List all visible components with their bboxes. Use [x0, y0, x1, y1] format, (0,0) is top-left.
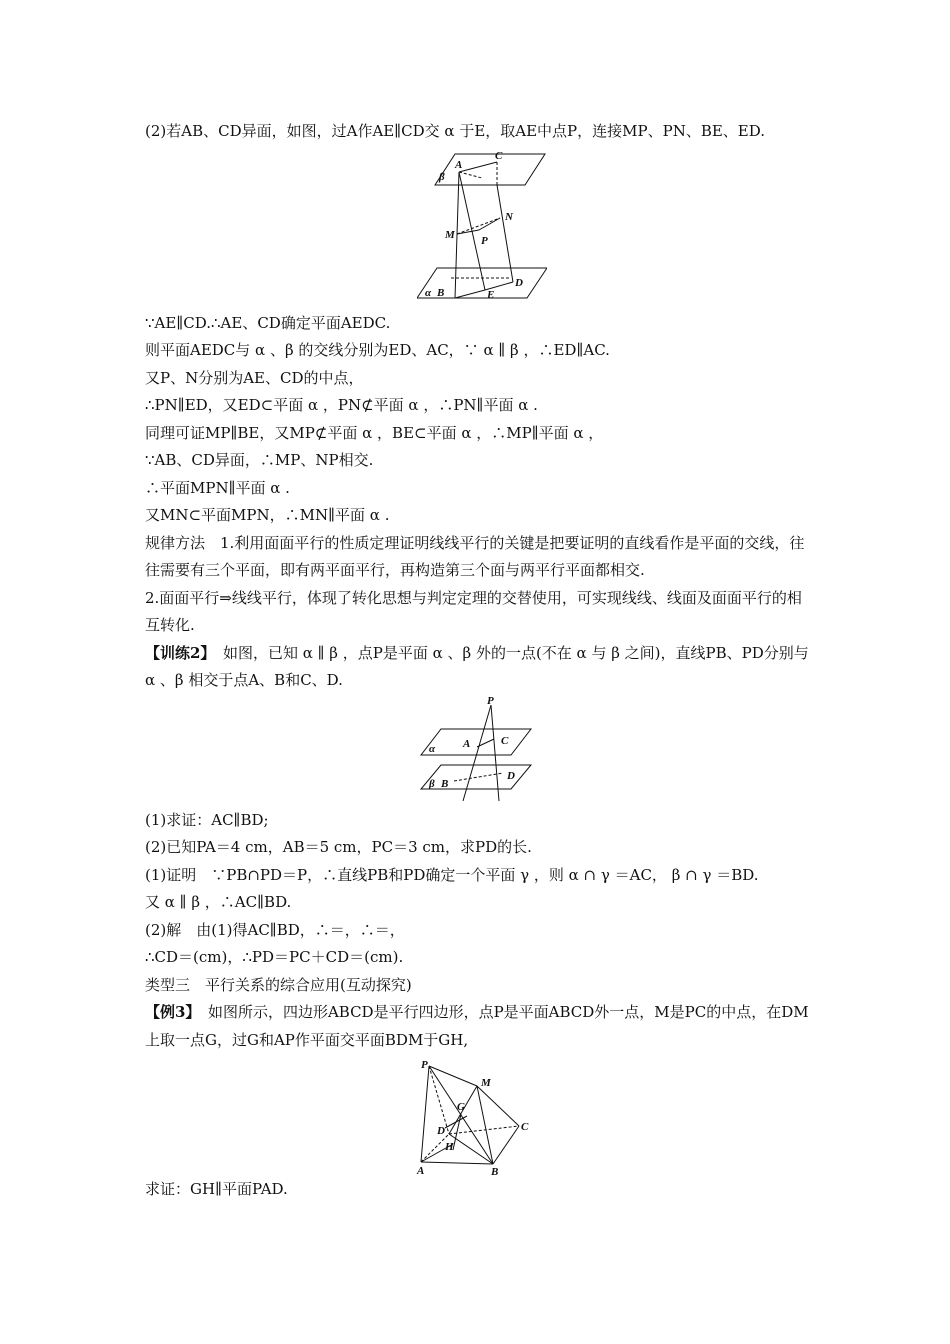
- type3-title: 类型三 平行关系的综合应用(互动探究): [145, 975, 412, 994]
- fig3-label-d: D: [437, 1125, 445, 1137]
- fig1-label-beta: β: [439, 170, 445, 183]
- fig3-label-a: A: [417, 1165, 425, 1176]
- training2-solution-2b: ∴CD＝(cm)，∴PD＝PC＋CD＝(cm).: [145, 948, 404, 966]
- part2-line-4: ∴PN∥ED，又ED⊂平面 α ，PN⊄平面 α ，∴PN∥平面 α .: [145, 396, 538, 414]
- training2-question-1: (1)求证：AC∥BD;: [145, 810, 269, 829]
- fig1-label-alpha: α: [425, 286, 432, 299]
- training2-text: 如图，已知 α ∥ β ，点P是平面 α 、β 外的一点(不在 α 与 β 之间)，直线PB、PD分别与 α 、β 相交于点A、B和C、D.: [145, 643, 809, 689]
- fig3-label-p: P: [421, 1059, 428, 1071]
- fig3-label-g: G: [457, 1101, 465, 1113]
- part2-line-3: 又P、N分别为AE、CD的中点，: [145, 368, 364, 387]
- fig3-label-m: M: [481, 1077, 491, 1089]
- fig3-label-c: C: [521, 1121, 529, 1133]
- training2-proof-1b: 又 α ∥ β ，∴AC∥BD.: [145, 893, 292, 911]
- fig1-label-d: D: [515, 276, 523, 289]
- example3-statement: [145, 999, 815, 1054]
- fig1-label-e: E: [487, 288, 495, 301]
- training2-solution-2: (2)解 由(1)得AC∥BD，∴＝，∴＝，: [145, 920, 405, 939]
- example3-tag: 【例3】: [145, 1003, 193, 1021]
- fig2-label-a: A: [463, 737, 471, 750]
- part2-intro: (2)若AB、CD异面，如图，过A作AE∥CD交 α 于E，取AE中点P，连接MP、PN、BE、ED.: [145, 122, 765, 140]
- method-paragraph-2: 2.面面平行⇒线线平行，体现了转化思想与判定定理的交替使用，可实现线线、线面及面面平行的相互转化.: [145, 588, 802, 634]
- fig1-label-m: M: [445, 228, 455, 241]
- fig2-label-b: B: [441, 777, 449, 790]
- training2-proof-1: (1)证明 ∵PB∩PD＝P，∴直线PB和PD确定一个平面 γ ，则 α ∩ γ ＝AC， β ∩ γ ＝BD.: [145, 865, 759, 884]
- fig1-label-b: B: [437, 286, 445, 299]
- part2-line-5: 同理可证MP∥BE，又MP⊄平面 α ，BE⊂平面 α ，∴MP∥平面 α ，: [145, 423, 604, 442]
- fig2-label-p: P: [487, 696, 494, 707]
- training2-tag: 【训练2】: [145, 643, 208, 662]
- fig2-label-d: D: [507, 769, 515, 782]
- part2-line-7: ∴平面MPN∥平面 α .: [145, 478, 290, 497]
- fig3-label-h: H: [445, 1141, 454, 1153]
- part2-line-2: 则平面AEDC与 α 、β 的交线分别为ED、AC，∵ α ∥ β ，∴ED∥AC.: [145, 341, 610, 359]
- fig3-label-b: B: [491, 1166, 499, 1176]
- fig1-label-n: N: [505, 210, 513, 223]
- figure-3-pyramid: [409, 1058, 539, 1176]
- figure-2-two-planes: [419, 697, 539, 807]
- training2-statement: [145, 640, 815, 695]
- fig2-label-alpha: α: [429, 742, 436, 755]
- fig2-label-c: C: [501, 734, 509, 747]
- fig1-label-c: C: [495, 149, 503, 162]
- training2-question-2: (2)已知PA＝4 cm，AB＝5 cm，PC＝3 cm，求PD的长.: [145, 838, 532, 856]
- example3-prove: 求证：GH∥平面PAD.: [145, 1180, 288, 1198]
- part2-line-8: 又MN⊂平面MPN，∴MN∥平面 α .: [145, 506, 390, 524]
- fig1-label-p: P: [481, 234, 488, 247]
- document-page: [145, 118, 815, 1204]
- fig1-label-a: A: [455, 158, 463, 171]
- part2-line-6: ∵AB、CD异面，∴MP、NP相交.: [145, 451, 374, 469]
- example3-text: 如图所示，四边形ABCD是平行四边形，点P是平面ABCD外一点，M是PC的中点，在DM上取一点G，过G和AP作平面交平面BDM于GH,: [145, 1003, 809, 1049]
- method-paragraph-1: 规律方法 1.利用面面平行的性质定理证明线线平行的关键是把要证明的直线看作是平面的交线，往往需要有三个平面，即有两平面平行，再构造第三个面与两平行平面都相交.: [145, 533, 805, 579]
- part2-line-1: ∵AE∥CD.∴AE、CD确定平面AEDC.: [145, 313, 391, 332]
- fig2-label-beta: β: [429, 777, 435, 790]
- figure-1-parallel-planes: [417, 150, 547, 310]
